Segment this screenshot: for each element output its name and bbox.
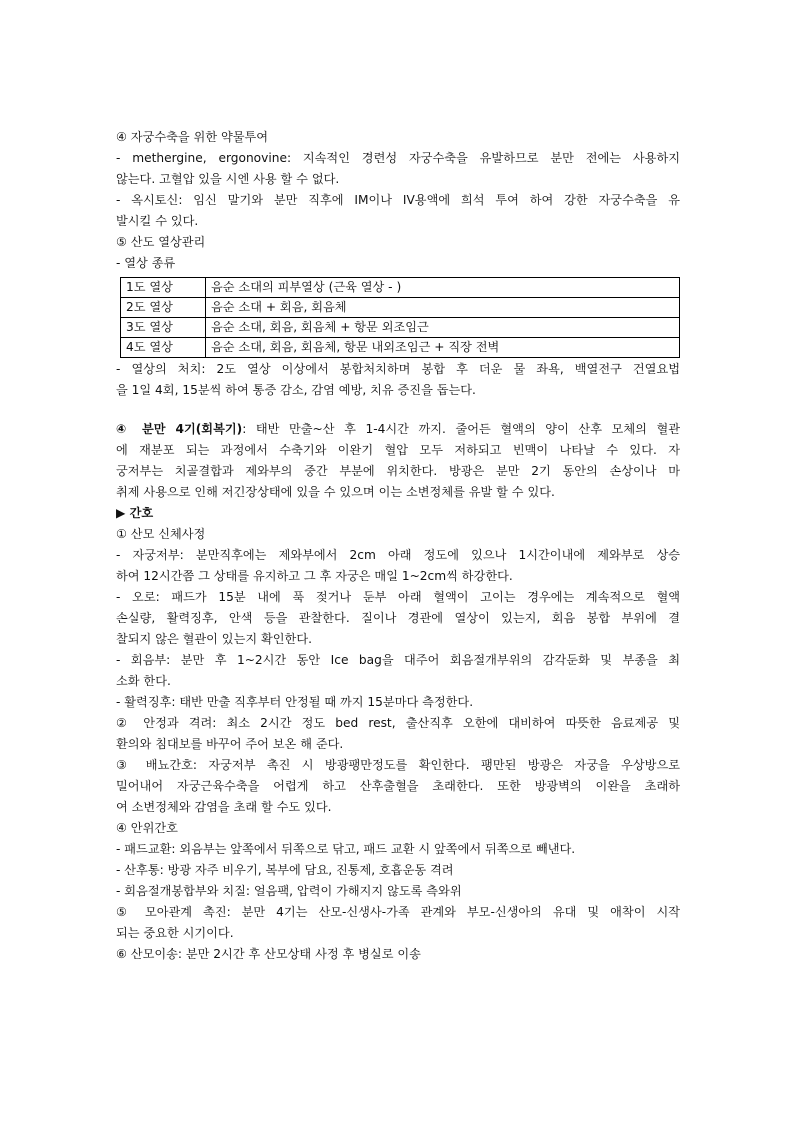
uterine-drugs-title: ④ 자궁수축을 위한 약물투여 [116, 130, 269, 144]
tear-treatment-line-2: 을 1일 4회, 15분씩 하여 통증 감소, 감염 예방, 치유 증진을 돕는다. [116, 383, 476, 397]
stage4-line-2: 에 재분포 되는 과정에서 수축기와 이완기 혈압 모두 저하되고 빈맥이 나타날 수 있다. 자 [116, 443, 680, 457]
care-heading: ▶ 간호 [116, 506, 154, 520]
stage4-intro-line [116, 419, 680, 440]
stage4-intro-rest: : 태반 만출~산 후 1-4시간 까지. 줄어든 혈액의 양이 산후 모체의 혈관 [242, 422, 680, 436]
voiding-line-3: 여 소변정체와 감염을 초래 할 수도 있다. [116, 800, 332, 814]
tear-management-title: ⑤ 산도 열상관리 [116, 235, 206, 249]
perineum-line-1: - 회음부: 분만 후 1~2시간 동안 Ice bag을 대주어 회음절개부위의 감각둔화 및 부종을 최 [116, 653, 680, 667]
voiding-line-2: 밀어내어 자궁근육수축을 어렵게 하고 산후출혈을 초래한다. 또한 방광벽의 이완을 초래하 [116, 779, 680, 793]
lochia-line-3: 찰되지 않은 혈관이 있는지 확인한다. [116, 632, 312, 646]
oxytocin-line-2: 발시킬 수 있다. [116, 214, 199, 228]
voiding-line-1: ③ 배뇨간호: 자궁저부 촉진 시 방광팽만정도를 확인한다. 팽만된 방광은 자궁을 우상방으로 [116, 758, 680, 772]
lochia-line-2: 손실량, 활력징후, 안색 등을 관찰한다. 질이나 경관에 열상이 있는지, 회음 봉합 부위에 결 [116, 611, 680, 625]
stage4-line-4: 취제 사용으로 인해 저긴장상태에 있을 수 있으며 이는 소변정체를 유발 할 수 있다. [116, 485, 555, 499]
table-row [121, 318, 680, 338]
tear-desc-cell: 음순 소대, 회음, 회음체 + 항문 외조임근 [206, 318, 680, 338]
tear-degree-cell: 4도 열상 [121, 338, 206, 358]
perineum-line-2: 소화 한다. [116, 674, 171, 688]
fundus-line-1: - 자궁저부: 분만직후에는 제와부에서 2cm 아래 정도에 있으나 1시간이내에 제와부로 상승 [116, 548, 680, 562]
tear-desc-cell: 음순 소대, 회음, 회음체, 항문 내외조임근 + 직장 전벽 [206, 338, 680, 358]
bonding-line-2: 되는 중요한 시기이다. [116, 926, 234, 940]
table-row [121, 278, 680, 298]
transfer-line: ⑥ 산모이송: 분만 2시간 후 산모상태 사정 후 병실로 이송 [116, 947, 421, 961]
rest-line-2: 환의와 침대보를 바꾸어 주어 보온 해 준다. [116, 737, 344, 751]
stage4-heading: ④ 분만 4기(회복기) [116, 422, 243, 436]
tear-desc-cell: 음순 소대 + 회음, 회음체 [206, 298, 680, 318]
assessment-title: ① 산모 신체사정 [116, 527, 206, 541]
methergine-line-2: 않는다. 고혈압 있을 시엔 사용 할 수 없다. [116, 172, 340, 186]
document-page [116, 127, 680, 965]
fundus-line-2: 하여 12시간쯤 그 상태를 유지하고 그 후 자궁은 매일 1~2cm씩 하강한다. [116, 569, 513, 583]
comfort-title: ④ 안위간호 [116, 821, 178, 835]
afterpain-line: - 산후통: 방광 자주 비우기, 복부에 담요, 진통제, 호흡운동 격려 [116, 863, 454, 877]
tear-desc-cell: 음순 소대의 피부열상 (근육 열상 - ) [206, 278, 680, 298]
vitals-line: - 활력징후: 태반 만출 직후부터 안정될 때 까지 15분마다 측정한다. [116, 695, 474, 709]
tear-types-label: - 열상 종류 [116, 256, 176, 270]
tear-degree-table [120, 277, 680, 358]
hemorrhoid-line: - 회음절개봉합부와 치질: 얼음팩, 압력이 가해지지 않도록 측와위 [116, 884, 462, 898]
tear-treatment-line-1: - 열상의 처치: 2도 열상 이상에서 봉합처치하며 봉합 후 더운 물 좌욕, 백열전구 건열요법 [116, 362, 680, 376]
rest-line-1: ② 안정과 격려: 최소 2시간 정도 bed rest, 출산직후 오한에 대비하여 따뜻한 음료제공 및 [116, 716, 680, 730]
oxytocin-line-1: - 옥시토신: 임신 말기와 분만 직후에 IM이나 IV용액에 희석 투여 하여 강한 자궁수축을 유 [116, 193, 680, 207]
bonding-line-1: ⑤ 모아관계 촉진: 분만 4기는 산모-신생사-가족 관계와 부모-신생아의 유대 및 애착이 시작 [116, 905, 680, 919]
tear-degree-cell: 3도 열상 [121, 318, 206, 338]
stage4-line-3: 궁저부는 치골결합과 제와부의 중간 부분에 위치한다. 방광은 분만 2기 동안의 손상이나 마 [116, 464, 680, 478]
tear-degree-cell: 2도 열상 [121, 298, 206, 318]
table-row [121, 338, 680, 358]
pad-line: - 패드교환: 외음부는 앞쪽에서 뒤쪽으로 닦고, 패드 교환 시 앞쪽에서 뒤쪽으로 빼낸다. [116, 842, 576, 856]
table-row [121, 298, 680, 318]
tear-degree-cell: 1도 열상 [121, 278, 206, 298]
lochia-line-1: - 오로: 패드가 15분 내에 푹 젖거나 둔부 아래 혈액이 고이는 경우에는 계속적으로 혈액 [116, 590, 680, 604]
methergine-line-1: - methergine, ergonovine: 지속적인 경련성 자궁수축을 유발하므로 분만 전에는 사용하지 [116, 151, 680, 165]
